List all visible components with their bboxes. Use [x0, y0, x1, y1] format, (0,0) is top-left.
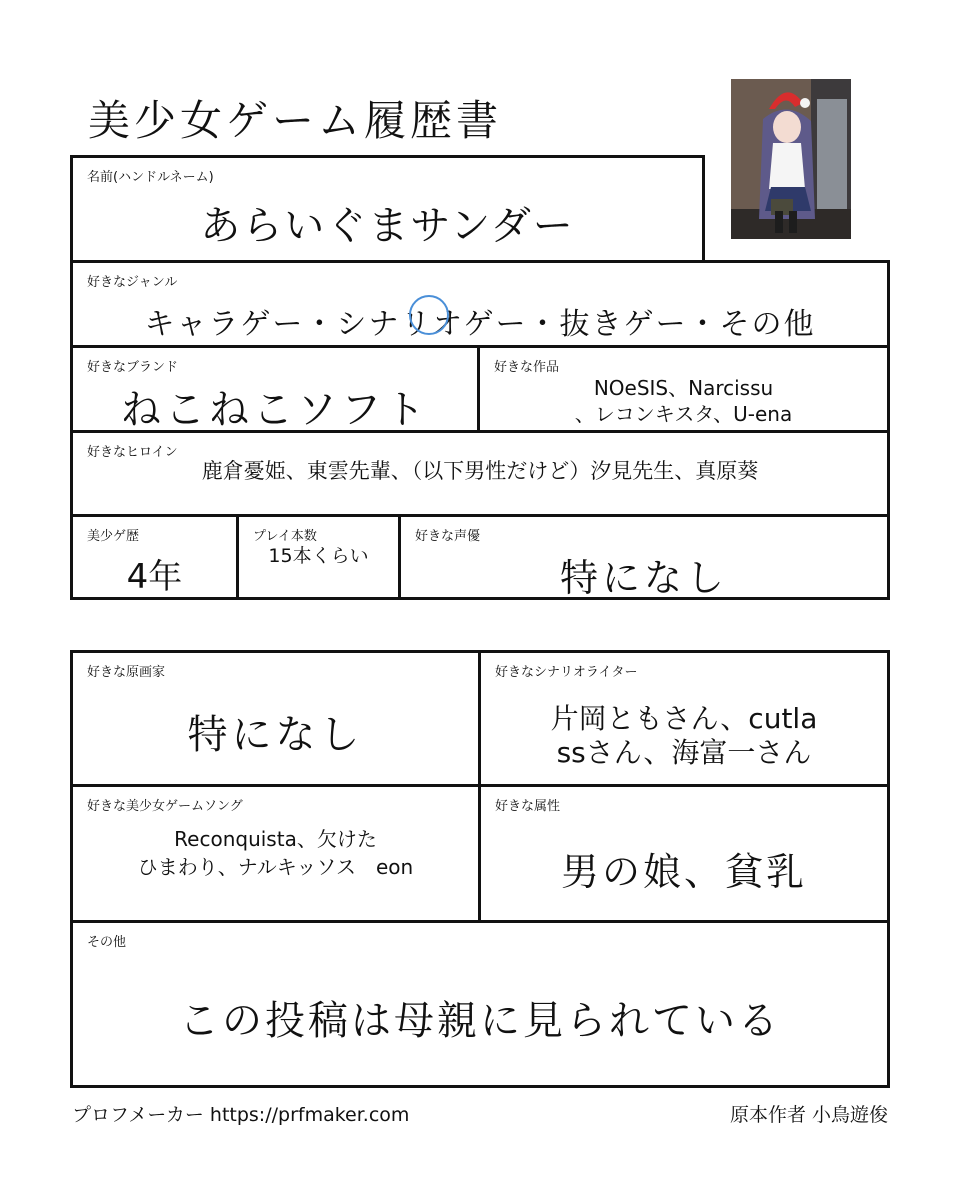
genre-label: 好きなジャンル: [87, 275, 178, 290]
footer-credit-link[interactable]: プロフメーカー https://prfmaker.com: [72, 1104, 410, 1126]
played-value: 15本くらい: [268, 545, 369, 567]
played-cell: [239, 517, 398, 597]
brand-cell: [73, 348, 477, 433]
song-line-1: Reconquista、欠けた: [174, 827, 377, 851]
song-cell: [73, 787, 478, 920]
history-value: 4年: [126, 557, 183, 597]
other-label: その他: [87, 935, 127, 950]
attribute-cell: [481, 787, 887, 920]
voice-cell: [401, 517, 887, 600]
works-line-1: NOeSIS、Narcissu: [593, 376, 774, 400]
name-value: あらいぐまサンダー: [200, 203, 575, 249]
heroine-label: 好きなヒロイン: [87, 445, 178, 460]
voice-label: 好きな声優: [415, 529, 481, 544]
works-cell: [480, 348, 887, 430]
played-label: プレイ本数: [253, 529, 317, 544]
writer-line-2: ssさん、海富一さん: [556, 736, 812, 769]
profile-photo: [731, 79, 851, 239]
other-value: この投稿は母親に見られている: [179, 998, 781, 1044]
brand-value: ねこねこソフト: [121, 387, 429, 433]
writer-line-1: 片岡ともさん、cutla: [550, 702, 818, 735]
heroine-value: 鹿倉憂姫、東雲先輩、（以下男性だけど）汐見先生、真原葵: [201, 459, 759, 483]
genre-cell: [73, 263, 887, 345]
attribute-label: 好きな属性: [495, 799, 561, 814]
writer-label: 好きなシナリオライター: [495, 665, 638, 680]
highlight-circle: [409, 295, 449, 335]
history-label: 美少ゲ歴: [87, 529, 140, 544]
anime-figure-image: [731, 79, 851, 239]
name-cell: [73, 158, 702, 260]
page-title: 美少女ゲーム履歴書: [88, 96, 503, 145]
song-line-2: ひまわり、ナルキッソス eon: [137, 855, 414, 879]
name-label: 名前(ハンドルネーム): [87, 170, 214, 185]
name-cell-border-right: [702, 155, 705, 262]
artist-label: 好きな原画家: [87, 665, 166, 680]
artist-cell: [73, 653, 478, 784]
artist-value: 特になし: [187, 712, 364, 758]
genre-value: キャラゲー・シナリオゲー・抜きゲー・その他: [144, 307, 816, 342]
song-label: 好きな美少女ゲームソング: [87, 799, 243, 814]
history-cell: [73, 517, 236, 597]
brand-label: 好きなブランド: [87, 360, 179, 375]
voice-value: 特になし: [559, 556, 728, 600]
footer-original-author: 原本作者 小鳥遊俊: [729, 1104, 888, 1126]
works-line-2: 、レコンキスタ、U-ena: [574, 402, 793, 426]
other-cell: [73, 923, 887, 1085]
writer-cell: [481, 653, 887, 784]
heroine-cell: [73, 433, 887, 514]
attribute-value: 男の娘、貧乳: [560, 850, 807, 894]
works-label: 好きな作品: [494, 360, 560, 375]
